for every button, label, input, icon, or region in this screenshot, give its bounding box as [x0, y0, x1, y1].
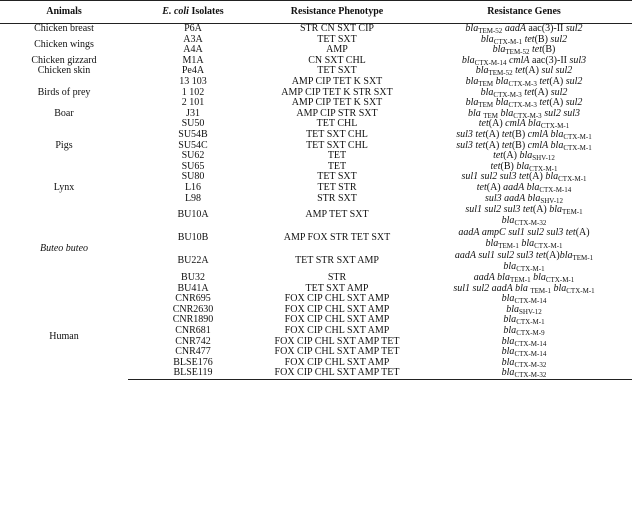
phenotype-cell: STR CN SXT CIP: [299, 23, 374, 34]
animal-cell: Lynx: [53, 181, 75, 193]
animal-cell: Human: [49, 330, 79, 342]
phenotype-cell: STR SXT: [317, 193, 357, 204]
header-animals: Animals: [0, 1, 128, 24]
phenotype-cell: TET SXT: [317, 172, 357, 183]
isolate-cell: BLSE119: [128, 368, 258, 379]
genes-cell: tet(A) aadA bla$_{CTX-M-14}$: [476, 182, 572, 194]
genes-cell: bla$_{TEM-52}$ aadA aac(3)-II sul2: [465, 23, 583, 35]
genes-cell: bla$_{CTX-M-9}$: [503, 326, 545, 337]
phenotype-cell: TET CHL: [316, 119, 358, 130]
table-header: [0, 1, 632, 24]
phenotype-cell: FOX CIP CHL SXT AMP: [284, 326, 390, 337]
genes-cell: tet(A) cmlA bla$_{CTX-M-1}$: [478, 119, 570, 130]
genes-cell: sul1 sul2 sul3 tet(A) bla$_{CTX-M-1}$: [461, 172, 587, 183]
animal-cell: Chicken breast: [34, 23, 94, 34]
table-row: [0, 56, 632, 67]
isolate-cell: SU50: [181, 119, 205, 130]
genes-cell: sul1 sul2 sul3 tet(A) bla$_{TEM-1}$ bla$_{CTX-M-32}$: [465, 204, 583, 227]
phenotype-cell: TET STR SXT AMP: [295, 255, 379, 267]
genes-cell: tet(A) bla$_{SHV-12}$: [493, 151, 555, 162]
header-genes: Resistance Genes: [416, 1, 632, 24]
genes-cell: sul3 aadA bla$_{SHV-12}$: [484, 193, 564, 205]
phenotype-cell: TET SXT: [317, 66, 357, 77]
genes-cell: sul1 sul2 aadA bla $_{TEM-1}$ bla$_{CTX-M-1}$: [453, 283, 595, 295]
isolate-cell: BU10A: [177, 209, 209, 221]
isolate-cell: J31: [186, 108, 200, 119]
phenotype-cell: TET SXT: [317, 34, 357, 45]
phenotype-cell: FOX CIP CHL SXT AMP: [284, 304, 390, 315]
isolate-cell: 1 102: [181, 87, 205, 98]
genes-cell: tet(B) bla$_{CTX-M-1}$: [490, 161, 558, 173]
isolate-cell: CNR742: [175, 336, 211, 347]
table-row: [0, 77, 632, 88]
animal-cell: Birds of prey: [37, 86, 91, 98]
isolate-cell: CNR477: [175, 347, 211, 358]
isolate-cell: BU10B: [177, 232, 209, 244]
isolate-cell: CNR695: [175, 294, 211, 305]
table-row: [0, 109, 632, 120]
phenotype-cell: AMP CIP TET K SXT: [291, 76, 383, 87]
isolate-cell: BU22A: [177, 255, 209, 267]
table-body: [0, 24, 632, 380]
genes-cell: bla$_{CTX-M-1}$ tet(B) sul2: [480, 34, 568, 46]
isolate-cell: A3A: [183, 34, 203, 45]
isolate-cell: CNR1890: [172, 315, 214, 326]
isolate-cell: Pe4A: [181, 66, 205, 77]
phenotype-cell: FOX CIP CHL SXT AMP TET: [274, 347, 400, 358]
header-row: [0, 1, 632, 24]
isolate-cell: 13 103: [179, 76, 207, 87]
isolate-cell: SU65: [181, 161, 205, 172]
table-row: [0, 66, 632, 77]
phenotype-cell: TET SXT CHL: [306, 129, 368, 140]
isolate-cell: BU41A: [177, 283, 209, 294]
isolate-cell: CNR2630: [172, 304, 214, 315]
genes-cell: bla$_{TEM-52}$ tet(A) sul sul2: [475, 66, 573, 77]
phenotype-cell: FOX CIP CHL SXT AMP: [284, 294, 390, 305]
genes-cell: bla$_{CTX-M-14}$: [501, 347, 547, 358]
genes-cell: bla$_{CTX-M-14}$: [501, 294, 547, 305]
phenotype-cell: FOX CIP CHL SXT AMP TET: [258, 368, 416, 379]
isolate-cell: CNR681: [175, 326, 211, 337]
genes-cell: bla$_{CTX-M-14}$: [501, 336, 547, 348]
phenotype-cell: TET: [327, 161, 347, 172]
table-row: [0, 35, 632, 46]
isolate-cell: 2 101: [181, 98, 205, 109]
phenotype-cell: FOX CIP CHL SXT AMP: [284, 315, 390, 326]
genes-cell: aadA bla$_{TEM-1}$ bla$_{CTX-M-1}$: [473, 273, 575, 284]
genes-cell: sul3 tet(A) tet(B) cmlA bla$_{CTX-M-1}$: [456, 140, 592, 152]
isolate-cell: SU80: [181, 172, 205, 183]
genes-cell: aadA ampC sul1 sul2 sul3 tet(A) bla$_{TEM-1}$ bla$_{CTX-M-1}$: [458, 227, 590, 250]
genes-cell: bla$_{CTX-M-3}$ tet(A) sul2: [480, 87, 568, 99]
animal-cell: Buteo buteo: [39, 242, 89, 254]
phenotype-cell: TET STR: [317, 182, 357, 193]
phenotype-cell: FOX CIP CHL SXT AMP: [284, 357, 390, 368]
phenotype-cell: AMP: [326, 45, 348, 56]
isolate-cell: SU62: [181, 151, 205, 162]
genes-cell: bla$_{TEM-52}$ tet(B): [492, 45, 556, 56]
header-isolates: E. coli Isolates: [128, 1, 258, 24]
animal-cell: Chicken gizzard: [31, 55, 97, 66]
isolate-cell: SU54B: [178, 129, 208, 140]
genes-cell: bla$_{CTX-M-1}$: [503, 315, 545, 327]
table-row: [0, 24, 632, 35]
phenotype-cell: STR: [327, 273, 347, 284]
isolate-cell: A4A: [183, 45, 203, 56]
isolate-cell: BU32: [181, 273, 205, 284]
genes-cell: bla$_{CTX-M-32}$: [501, 357, 547, 369]
phenotype-cell: AMP CIP TET K SXT: [291, 98, 383, 109]
genes-cell: bla $_{TEM}$ bla$_{CTX-M-3}$ sul2 sul3: [467, 108, 581, 120]
genes-cell: sul3 tet(A) tet(B) cmlA bla$_{CTX-M-1}$: [456, 129, 592, 141]
genes-cell: bla$_{CTX-M-32}$: [416, 368, 632, 379]
table-row: [0, 204, 632, 227]
genes-cell: bla$_{TEM}$ bla$_{CTX-M-3}$ tet(A) sul2: [465, 98, 583, 109]
genes-cell: bla$_{CTX-M-14}$ cmlA aac(3)-II sul3: [461, 55, 587, 67]
phenotype-cell: AMP CIP STR SXT: [296, 108, 378, 119]
isolate-cell: P6A: [184, 23, 202, 34]
genes-cell: aadA sul1 sul2 sul3 tet(A)bla$_{TEM-1}$ bla$_{CTX-M-1}$: [454, 250, 594, 273]
table-row: [0, 172, 632, 183]
isolate-cell: BLSE176: [173, 357, 213, 368]
genes-cell: bla$_{TEM}$ bla$_{CTX-M-3}$ tet(A) sul2: [465, 76, 583, 88]
table-row: [0, 294, 632, 305]
animal-cell: Chicken wings: [34, 38, 94, 50]
phenotype-cell: TET SXT CHL: [306, 140, 368, 151]
animal-cell: Pigs: [55, 139, 73, 151]
phenotype-cell: TET: [327, 151, 347, 162]
animal-cell: Chicken skin: [37, 66, 91, 77]
isolate-cell: M1A: [182, 55, 204, 66]
phenotype-cell: TET SXT AMP: [305, 283, 369, 294]
phenotype-cell: CN SXT CHL: [308, 55, 366, 66]
phenotype-cell: AMP TET SXT: [305, 209, 369, 221]
isolate-cell: L16: [184, 182, 202, 193]
header-phenotype: Resistance Phenotype: [258, 1, 416, 24]
isolate-cell: L98: [184, 193, 202, 204]
phenotype-cell: AMP FOX STR TET SXT: [283, 232, 391, 244]
animal-cell: Boar: [54, 108, 74, 119]
genes-cell: bla$_{SHV-12}$: [506, 304, 542, 316]
table-row: [0, 119, 632, 130]
isolate-cell: SU54C: [178, 140, 208, 151]
phenotype-cell: FOX CIP CHL SXT AMP TET: [274, 336, 400, 347]
phenotype-cell: AMP CIP TET K STR SXT: [281, 87, 393, 98]
